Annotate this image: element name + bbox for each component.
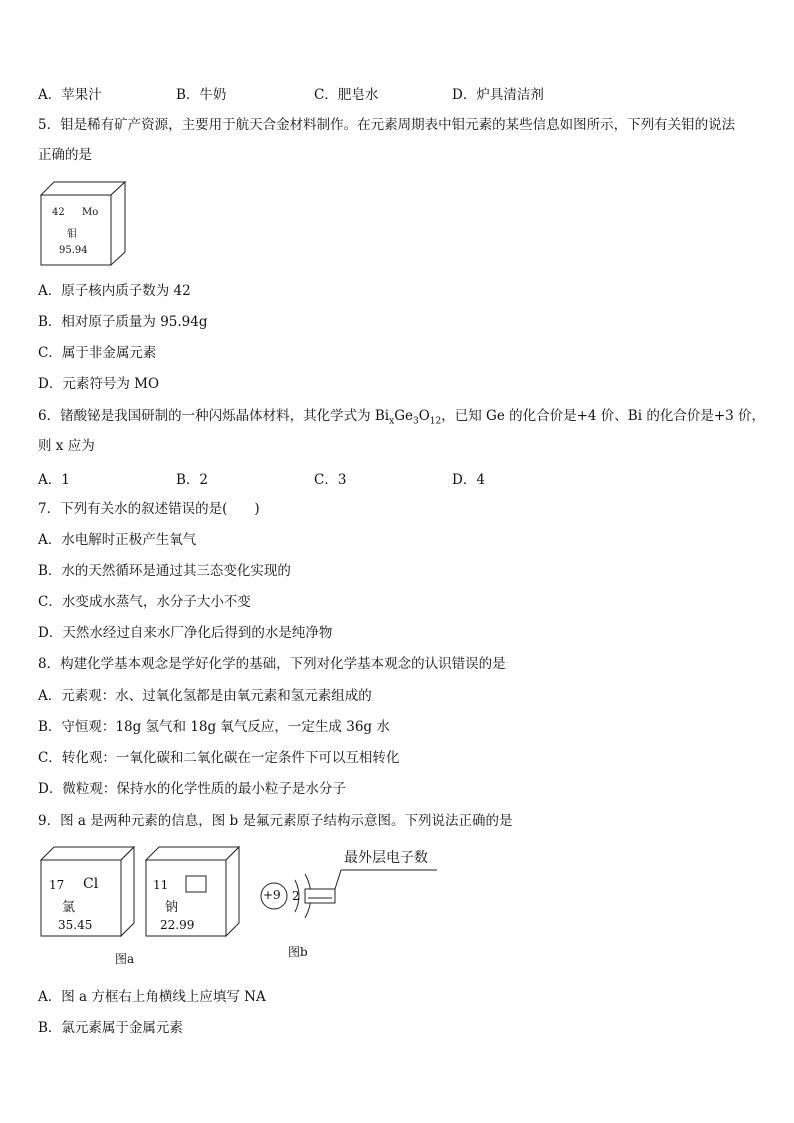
na-element-cell: [145, 846, 241, 938]
na-symbol-blank-box: [186, 876, 206, 892]
q6-o: O: [418, 408, 430, 424]
q5-option-d[interactable]: D．元素符号为 MO: [38, 376, 160, 392]
label-pointer-line: [335, 870, 341, 889]
q5-stem-line2: 正确的是: [38, 147, 92, 163]
mo-atomic-number: 42: [52, 207, 65, 218]
q6-sub-x: x: [389, 416, 395, 427]
q7-stem: 7．下列有关水的叙述错误的是( ): [38, 501, 260, 517]
fig-b-caption: 图b: [288, 945, 308, 959]
na-atomic-number: 11: [153, 878, 169, 892]
q6-option-a[interactable]: A．1: [38, 472, 70, 488]
q5-option-a[interactable]: A．原子核内质子数为 42: [38, 283, 191, 299]
q6-stem-post: ，已知 Ge 的化合价是+4 价、Bi 的化合价是+3 价，: [441, 408, 766, 424]
cl-element-cell: [40, 846, 136, 938]
q4-option-d[interactable]: D．炉具清洁剂: [452, 87, 544, 103]
q7-option-a[interactable]: A．水电解时正极产生氧气: [38, 532, 197, 548]
outer-electron-blank-box: [305, 889, 335, 903]
q8-option-d[interactable]: D．微粒观：保持水的化学性质的最小粒子是水分子: [38, 781, 346, 797]
q6-option-d[interactable]: D．4: [452, 472, 485, 488]
q5-option-c[interactable]: C．属于非金属元素: [38, 345, 157, 361]
outer-electron-label: 最外层电子数: [344, 850, 428, 866]
na-name: 钠: [165, 900, 179, 915]
q5-stem-line1: 5．钼是稀有矿产资源，主要用于航天合金材料制作。在元素周期表中钼元素的某些信息如图所示，下列有关钼的说法: [38, 117, 736, 133]
q7-option-b[interactable]: B．水的天然循环是通过其三态变化实现的: [38, 563, 291, 579]
q5-option-b[interactable]: B．相对原子质量为 95.94g: [38, 314, 208, 330]
fig-a-caption: 图a: [115, 952, 135, 966]
q6-stem-pre: 6．锗酸铋是我国研制的一种闪烁晶体材料，其化学式为 Bi: [38, 408, 390, 424]
q8-option-b[interactable]: B．守恒观：18g 氢气和 18g 氧气反应，一定生成 36g 水: [38, 719, 390, 735]
q6-sub-3: 3: [412, 416, 419, 427]
cl-atomic-mass: 35.45: [58, 918, 93, 932]
na-atomic-mass: 22.99: [160, 918, 195, 932]
cl-symbol: Cl: [83, 876, 99, 892]
q8-option-a[interactable]: A．元素观：水、过氧化氢都是由氧元素和氢元素组成的: [38, 688, 372, 704]
q4-option-b[interactable]: B．牛奶: [176, 87, 227, 103]
q6-option-b[interactable]: B．2: [176, 472, 209, 488]
cl-atomic-number: 17: [49, 878, 65, 892]
q6-ge: Ge: [394, 408, 413, 424]
mo-name: 钼: [67, 229, 77, 240]
q7-option-c[interactable]: C．水变成水蒸气，水分子大小不变: [38, 594, 251, 610]
cl-name: 氯: [62, 900, 76, 915]
q6-stem-line1: [38, 407, 765, 431]
q8-stem: 8．构建化学基本观念是学好化学的基础，下列对化学基本观念的认识错误的是: [38, 656, 506, 672]
nucleus-charge: +9: [263, 888, 281, 902]
shell1-electrons: 2: [292, 889, 300, 903]
q6-sub-12: 12: [429, 416, 442, 427]
fluorine-structure-diagram: [255, 842, 445, 942]
q8-option-c[interactable]: C．转化观：一氧化碳和二氧化碳在一定条件下可以互相转化: [38, 750, 400, 766]
mo-element-cell: [40, 181, 128, 267]
q9-stem: 9．图 a 是两种元素的信息，图 b 是氟元素原子结构示意图。下列说法正确的是: [38, 813, 513, 829]
q6-stem-line2: 则 x 应为: [38, 438, 95, 454]
q9-option-b[interactable]: B．氯元素属于金属元素: [38, 1020, 183, 1036]
q6-option-c[interactable]: C．3: [314, 472, 347, 488]
q7-option-d[interactable]: D．天然水经过自来水厂净化后得到的水是纯净物: [38, 625, 333, 641]
mo-symbol: Mo: [82, 207, 99, 218]
q4-option-a[interactable]: A．苹果汁: [38, 87, 102, 103]
q9-option-a[interactable]: A．图 a 方框右上角横线上应填写 NA: [38, 989, 266, 1005]
mo-atomic-mass: 95.94: [59, 245, 88, 256]
q4-option-c[interactable]: C．肥皂水: [314, 87, 379, 103]
